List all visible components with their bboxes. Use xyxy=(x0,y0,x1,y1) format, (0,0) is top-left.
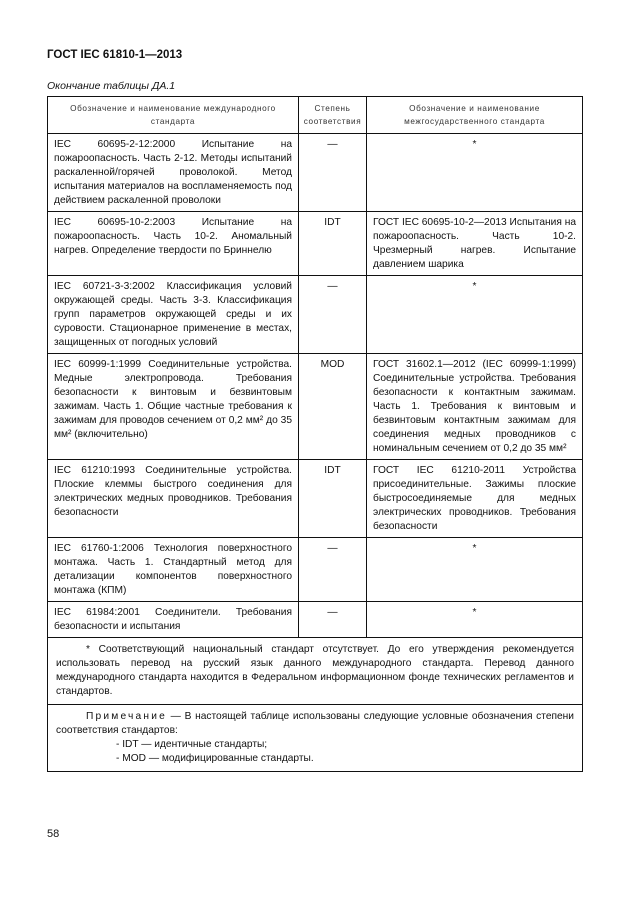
interstate-standard-cell: * xyxy=(367,276,583,354)
degree-cell: — xyxy=(299,276,367,354)
table-row xyxy=(48,212,583,276)
table-footnote: * Соответствующий национальный стандарт отсутствует. До его утверждения рекомендуется использовать перевод на русский язык данного международного стандарта. Перевод данного международного стандарта находится в Федеральном информационном фонде технических регламентов и стандартов. xyxy=(48,638,583,705)
degree-cell: MOD xyxy=(299,354,367,460)
document-header: ГОСТ IEC 61810-1—2013 xyxy=(47,49,183,61)
page-number: 58 xyxy=(47,828,60,840)
table-row xyxy=(48,602,583,638)
interstate-standard-cell: * xyxy=(367,538,583,602)
table-row xyxy=(48,276,583,354)
international-standard-cell: IEC 60721-3-3:2002 Классификация условий окружающей среды. Часть 3-3. Классификация групп параметров окружающей среды и их суровости. Стационарное применение в местах, защищенных от погодных условий xyxy=(48,276,299,354)
degree-cell: — xyxy=(299,602,367,638)
international-standard-cell: IEC 61210:1993 Соединительные устройства. Плоские клеммы быстрого соединения для электрических медных проводников. Требования безопасности xyxy=(48,460,299,538)
international-standard-cell: IEC 61760-1:2006 Технология поверхностного монтажа. Часть 1. Стандартный метод для детализации компонентов поверхностного монтажа (КПМ) xyxy=(48,538,299,602)
table-note: Примечание — В настоящей таблице использованы следующие условные обозначения степени соответствия стандартов: - IDT — идентичные стандарты; - MOD — модифицированные стандарты. xyxy=(48,705,583,772)
table-row xyxy=(48,354,583,460)
column-header: Обозначение и наименование межгосударственного стандарта xyxy=(367,97,583,134)
interstate-standard-cell: ГОСТ IEC 61210-2011 Устройства присоединительные. Зажимы плоские быстросоединяемые для медных электрических проводников. Требования безопасности xyxy=(367,460,583,538)
table-header-row xyxy=(48,97,583,134)
table-row xyxy=(48,538,583,602)
note-item: - IDT — идентичные стандарты; xyxy=(116,739,268,750)
degree-cell: — xyxy=(299,538,367,602)
interstate-standard-cell: * xyxy=(367,602,583,638)
column-header: Степень соответствия xyxy=(299,97,367,134)
interstate-standard-cell: * xyxy=(367,134,583,212)
column-header: Обозначение и наименование международного стандарта xyxy=(48,97,299,134)
degree-cell: IDT xyxy=(299,460,367,538)
interstate-standard-cell: ГОСТ IEC 60695-10-2—2013 Испытания на пожароопасность. Часть 10-2. Чрезмерный нагрев. Испытание давлением шарика xyxy=(367,212,583,276)
degree-cell: IDT xyxy=(299,212,367,276)
international-standard-cell: IEC 61984:2001 Соединители. Требования безопасности и испытания xyxy=(48,602,299,638)
standards-table xyxy=(47,96,583,772)
international-standard-cell: IEC 60999-1:1999 Соединительные устройства. Медные электропровода. Требования безопасности к винтовым и безвинтовым зажимам. Часть 1. Общие частные требования к зажимам для проводов сечением от 0,2 мм² до 35 мм² (включительно) xyxy=(48,354,299,460)
international-standard-cell: IEC 60695-10-2:2003 Испытание на пожароопасность. Часть 10-2. Аномальный нагрев. Определение твердости по Бриннелю xyxy=(48,212,299,276)
table-row xyxy=(48,134,583,212)
table-row xyxy=(48,460,583,538)
note-item: - MOD — модифицированные стандарты. xyxy=(116,753,314,764)
international-standard-cell: IEC 60695-2-12:2000 Испытание на пожароопасность. Часть 2-12. Методы испытаний раскаленной/горячей проволокой. Метод испытания материалов на воспламеняемость под действием раскаленной проволоки xyxy=(48,134,299,212)
degree-cell: — xyxy=(299,134,367,212)
table-caption: Окончание таблицы ДА.1 xyxy=(47,80,176,92)
interstate-standard-cell: ГОСТ 31602.1—2012 (IEC 60999-1:1999) Соединительные устройства. Требования безопасности к контактным зажимам. Часть 1. Требования к винтовым и безвинтовым контактным зажимам для соединения медных проводников с номинальным сечением от 0,2 до 35 мм² xyxy=(367,354,583,460)
